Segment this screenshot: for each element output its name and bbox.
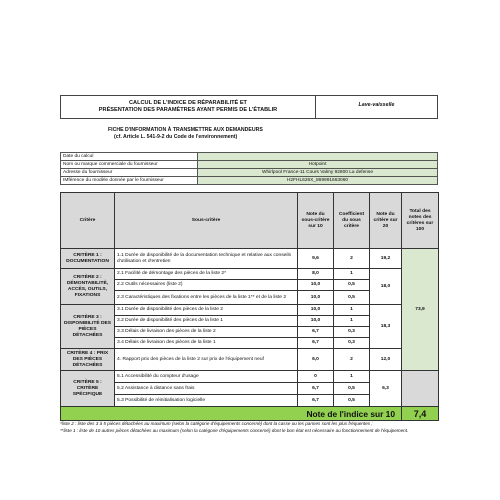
address-label: Adresse du fournisseur: [61, 169, 198, 177]
footnote-1: *liste 2 : liste des 3 à 5 pièces détachées au maximum (selon la catégorie d'équipements concerné) dont la casse ou les pannes sont les plus fréquentes ;: [60, 421, 373, 426]
sub-criterion: 3.2 Durée de disponibilité des pièces de la liste 1: [115, 316, 298, 327]
coefficient: 0,3: [334, 327, 370, 338]
info-table: [60, 152, 438, 185]
sub-criterion: 5.3 Possibilité de réinitialisation logicielle: [115, 395, 298, 407]
col-sous-critere: Sous-critère: [115, 193, 298, 249]
sub-criterion: 1.1 Durée de disponibilité de la documentation technique et relative aux conseils d'utilisation et d'entretien: [115, 249, 298, 269]
title-line-1: CALCUL DE L'INDICE DE RÉPARABILITÉ ET: [129, 100, 247, 106]
brand-value: Hotpoint: [198, 161, 438, 169]
col-note-critere: Note du critère sur 20: [370, 193, 402, 249]
criterion-5: CRITÈRE 5 : CRITÈRE SPÉCIFIQUE: [61, 371, 115, 407]
sub-note: 6,7: [298, 395, 334, 407]
col-coefficient: Coefficient du sous critère: [334, 193, 370, 249]
subheading-line-2: (cf. Article L. 541-9-2 du Code de l'environnement): [114, 134, 238, 140]
sub-note: 6,0: [298, 349, 334, 371]
table-row: [61, 349, 439, 371]
coefficient: 1: [334, 305, 370, 316]
sub-criterion: 3.1 Durée de disponibilité des pièces de la liste 2: [115, 305, 298, 316]
sub-note: 10,0: [298, 316, 334, 327]
total-score: 73,9: [402, 249, 439, 371]
criterion-2: CRITÈRE 2 : DÉMONTABILITÉ, ACCÈS, OUTILS, FIXATIONS: [61, 269, 115, 305]
footnote-2: **liste 1 : liste de 10 autres pièces détachées au maximum (selon la catégorie d'équipements concerné) dont le bon état est nécessaire au fonctionnement de l'équipement.: [60, 428, 409, 433]
sub-note: 10,0: [298, 280, 334, 291]
final-score-value: 7,4: [402, 407, 439, 421]
coefficient: 1: [334, 269, 370, 280]
coefficient: 0,5: [334, 291, 370, 305]
coefficient: 0,5: [334, 383, 370, 395]
sub-criterion: 3.4 Délais de livraison des pièces de la liste 1: [115, 338, 298, 349]
date-value: [198, 153, 438, 161]
sub-note: 0: [298, 371, 334, 383]
title-line-2: PRÉSENTATION DES PARAMÈTRES AYANT PERMIS DE L'ÉTABLIR: [98, 107, 278, 113]
reference-value: H2FHL626X_869991663060: [198, 177, 438, 185]
sub-criterion: 4. Rapport prix des pièces de la liste 2 sur prix de l'équipement neuf: [115, 349, 298, 371]
sub-note: 10,0: [298, 305, 334, 316]
sub-note: 6,7: [298, 383, 334, 395]
sub-criterion: 2.1 Facilité de démontage des pièces de la liste 2*: [115, 269, 298, 280]
address-value: Whirlpool France-11 Cours Valmy 92800 La defense: [198, 169, 438, 177]
total-blank: [402, 371, 439, 407]
coefficient: 2: [334, 249, 370, 269]
sub-note: 8,0: [298, 269, 334, 280]
coefficient: 1: [334, 371, 370, 383]
subheading-line-1: FICHE D'INFORMATION À TRANSMETTRE AUX DEMANDEURS: [108, 127, 263, 133]
criterion-note: 18,0: [370, 269, 402, 305]
reference-label: IMférence du modèle donnée par le fournisseur: [61, 177, 198, 185]
sub-note: 6,7: [298, 338, 334, 349]
criterion-3: CRITÈRE 3 : DISPONIBILITÉ DES PIÈCES DÉTACHÉES: [61, 305, 115, 349]
table-row: [61, 249, 439, 269]
header-table: [60, 95, 438, 119]
coefficient: 0,5: [334, 395, 370, 407]
final-score-row: [61, 407, 439, 421]
table-header-row: [61, 193, 439, 249]
criterion-1: CRITÈRE 1 : DOCUMENTATION: [61, 249, 115, 269]
brand-label: Nom ou marque commerciale du fournisseur: [61, 161, 198, 169]
criterion-note: 12,0: [370, 349, 402, 371]
sub-note: 6,7: [298, 327, 334, 338]
sub-criterion: 3.3 Délais de livraison des pièces de la liste 2: [115, 327, 298, 338]
coefficient: 2: [334, 349, 370, 371]
subheading: [108, 127, 308, 141]
sub-criterion: 5.1 Accessibilité du compteur d'usage: [115, 371, 298, 383]
coefficient: 1: [334, 316, 370, 327]
score-table: [60, 192, 439, 421]
sub-note: 9,6: [298, 249, 334, 269]
coefficient: 0,3: [334, 338, 370, 349]
table-row: [61, 269, 439, 280]
table-row: [61, 305, 439, 316]
col-note-sous-critere: Note du sous-critère sur 10: [298, 193, 334, 249]
sub-criterion: 5.2 Assistance à distance sans frais: [115, 383, 298, 395]
sub-note: 10,0: [298, 291, 334, 305]
criterion-note: 19,2: [370, 249, 402, 269]
final-score-label: Note de l'indice sur 10: [61, 407, 402, 421]
header-title: [61, 96, 316, 119]
col-critere: Critère: [61, 193, 115, 249]
coefficient: 0,5: [334, 280, 370, 291]
col-total: Total des notes des critères sur 100: [402, 193, 439, 249]
criterion-4: CRITÈRE 4 : PRIX DES PIÈCES DÉTACHÉES: [61, 349, 115, 371]
sub-criterion: 2.2 Outils nécessaires (liste 2): [115, 280, 298, 291]
sub-criterion: 2.3 Caractéristiques des fixations entre les pièces de la liste 1** et de la liste 2: [115, 291, 298, 305]
date-label: Date du calcul: [61, 153, 198, 161]
criterion-note: 6,3: [370, 371, 402, 407]
criterion-note: 18,3: [370, 305, 402, 349]
product-category: Lave-vaisselle: [316, 96, 438, 119]
table-row: [61, 371, 439, 383]
